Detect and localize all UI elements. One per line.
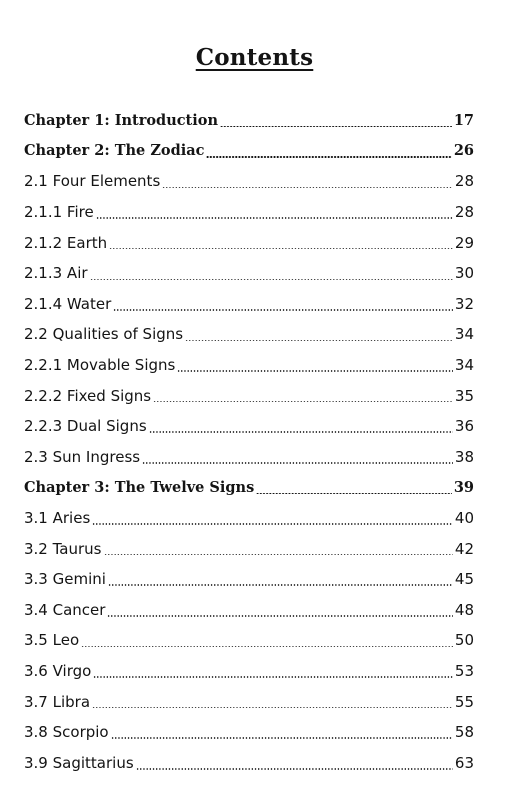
toc-section-row (24, 166, 474, 197)
toc-section-row (24, 350, 474, 381)
toc-entry-label: Chapter 3: The Twelve Signs (24, 478, 255, 496)
dot-leader (92, 523, 453, 525)
toc-entry-label: Chapter 2: The Zodiac (24, 142, 205, 160)
toc-section-row (24, 656, 474, 687)
toc-page-number: 30 (454, 264, 474, 283)
dot-leader (162, 187, 453, 189)
toc-section-row (24, 503, 474, 534)
toc-chapter-row (24, 136, 474, 167)
dot-leader (111, 737, 453, 739)
dot-leader (93, 676, 453, 678)
dot-leader (92, 707, 453, 709)
toc-section-row (24, 717, 474, 748)
table-of-contents (24, 105, 474, 778)
toc-page-number: 34 (454, 325, 474, 344)
toc-page-number: 38 (454, 447, 474, 466)
toc-entry-label: 3.8 Scorpio (24, 723, 109, 742)
page-title: Contents (195, 44, 314, 71)
toc-page-number: 48 (454, 600, 474, 619)
dot-leader (113, 309, 453, 311)
toc-section-row (24, 747, 474, 778)
toc-section-row (24, 625, 474, 656)
toc-entry-label: 2.1.3 Air (24, 264, 88, 283)
dot-leader (96, 217, 453, 219)
toc-page-number: 28 (454, 172, 474, 191)
toc-page-number: 63 (454, 753, 474, 772)
toc-page-number: 28 (454, 203, 474, 222)
toc-page-number: 40 (454, 509, 474, 528)
dot-leader (177, 370, 453, 372)
dot-leader (153, 401, 453, 403)
toc-entry-label: 2.1.4 Water (24, 294, 112, 313)
toc-chapter-row (24, 472, 474, 503)
toc-entry-label: 3.1 Aries (24, 509, 91, 528)
toc-entry-label: 3.6 Virgo (24, 661, 92, 680)
toc-entry-label: 2.2.2 Fixed Signs (24, 386, 152, 405)
toc-page-number: 58 (454, 723, 474, 742)
toc-entry-label: 2.1.1 Fire (24, 203, 94, 222)
dot-leader (90, 279, 453, 281)
dot-leader (142, 462, 453, 464)
dot-leader (136, 768, 453, 770)
toc-entry-label: 2.3 Sun Ingress (24, 447, 141, 466)
toc-page-number: 17 (453, 111, 474, 129)
toc-page-number: 53 (454, 661, 474, 680)
toc-entry-label: 3.5 Leo (24, 631, 80, 650)
toc-section-row (24, 289, 474, 320)
toc-entry-label: 3.9 Sagittarius (24, 753, 134, 772)
toc-section-row (24, 533, 474, 564)
dot-leader (107, 615, 452, 617)
dot-leader (206, 156, 451, 158)
dot-leader (109, 248, 453, 250)
toc-page-number: 29 (454, 233, 474, 252)
toc-section-row (24, 564, 474, 595)
dot-leader (220, 126, 452, 128)
dot-leader (256, 493, 452, 495)
toc-page-number: 35 (454, 386, 474, 405)
toc-page-number: 26 (453, 142, 474, 160)
toc-page-number: 32 (454, 294, 474, 313)
toc-chapter-row (24, 105, 474, 136)
toc-page-number: 55 (454, 692, 474, 711)
dot-leader (108, 584, 453, 586)
toc-section-row (24, 197, 474, 228)
toc-section-row (24, 258, 474, 289)
toc-entry-label: 3.7 Libra (24, 692, 91, 711)
dot-leader (104, 554, 453, 556)
toc-page-number: 45 (454, 570, 474, 589)
toc-page-number: 50 (454, 631, 474, 650)
toc-page-number: 36 (454, 417, 474, 436)
toc-entry-label: 3.3 Gemini (24, 570, 106, 589)
toc-entry-label: Chapter 1: Introduction (24, 111, 218, 129)
toc-section-row (24, 227, 474, 258)
toc-section-row (24, 686, 474, 717)
toc-section-row (24, 442, 474, 473)
toc-entry-label: 3.2 Taurus (24, 539, 102, 558)
toc-section-row (24, 380, 474, 411)
toc-entry-label: 2.1 Four Elements (24, 172, 161, 191)
toc-page-number: 42 (454, 539, 474, 558)
toc-entry-label: 2.2.1 Movable Signs (24, 356, 176, 375)
dot-leader (149, 431, 453, 433)
dot-leader (185, 340, 453, 342)
toc-section-row (24, 411, 474, 442)
toc-section-row (24, 319, 474, 350)
toc-page-number: 39 (453, 478, 474, 496)
toc-entry-label: 2.2.3 Dual Signs (24, 417, 147, 436)
toc-entry-label: 2.1.2 Earth (24, 233, 108, 252)
dot-leader (81, 646, 453, 648)
toc-section-row (24, 595, 474, 626)
toc-page-number: 34 (454, 356, 474, 375)
toc-entry-label: 2.2 Qualities of Signs (24, 325, 184, 344)
toc-entry-label: 3.4 Cancer (24, 600, 106, 619)
